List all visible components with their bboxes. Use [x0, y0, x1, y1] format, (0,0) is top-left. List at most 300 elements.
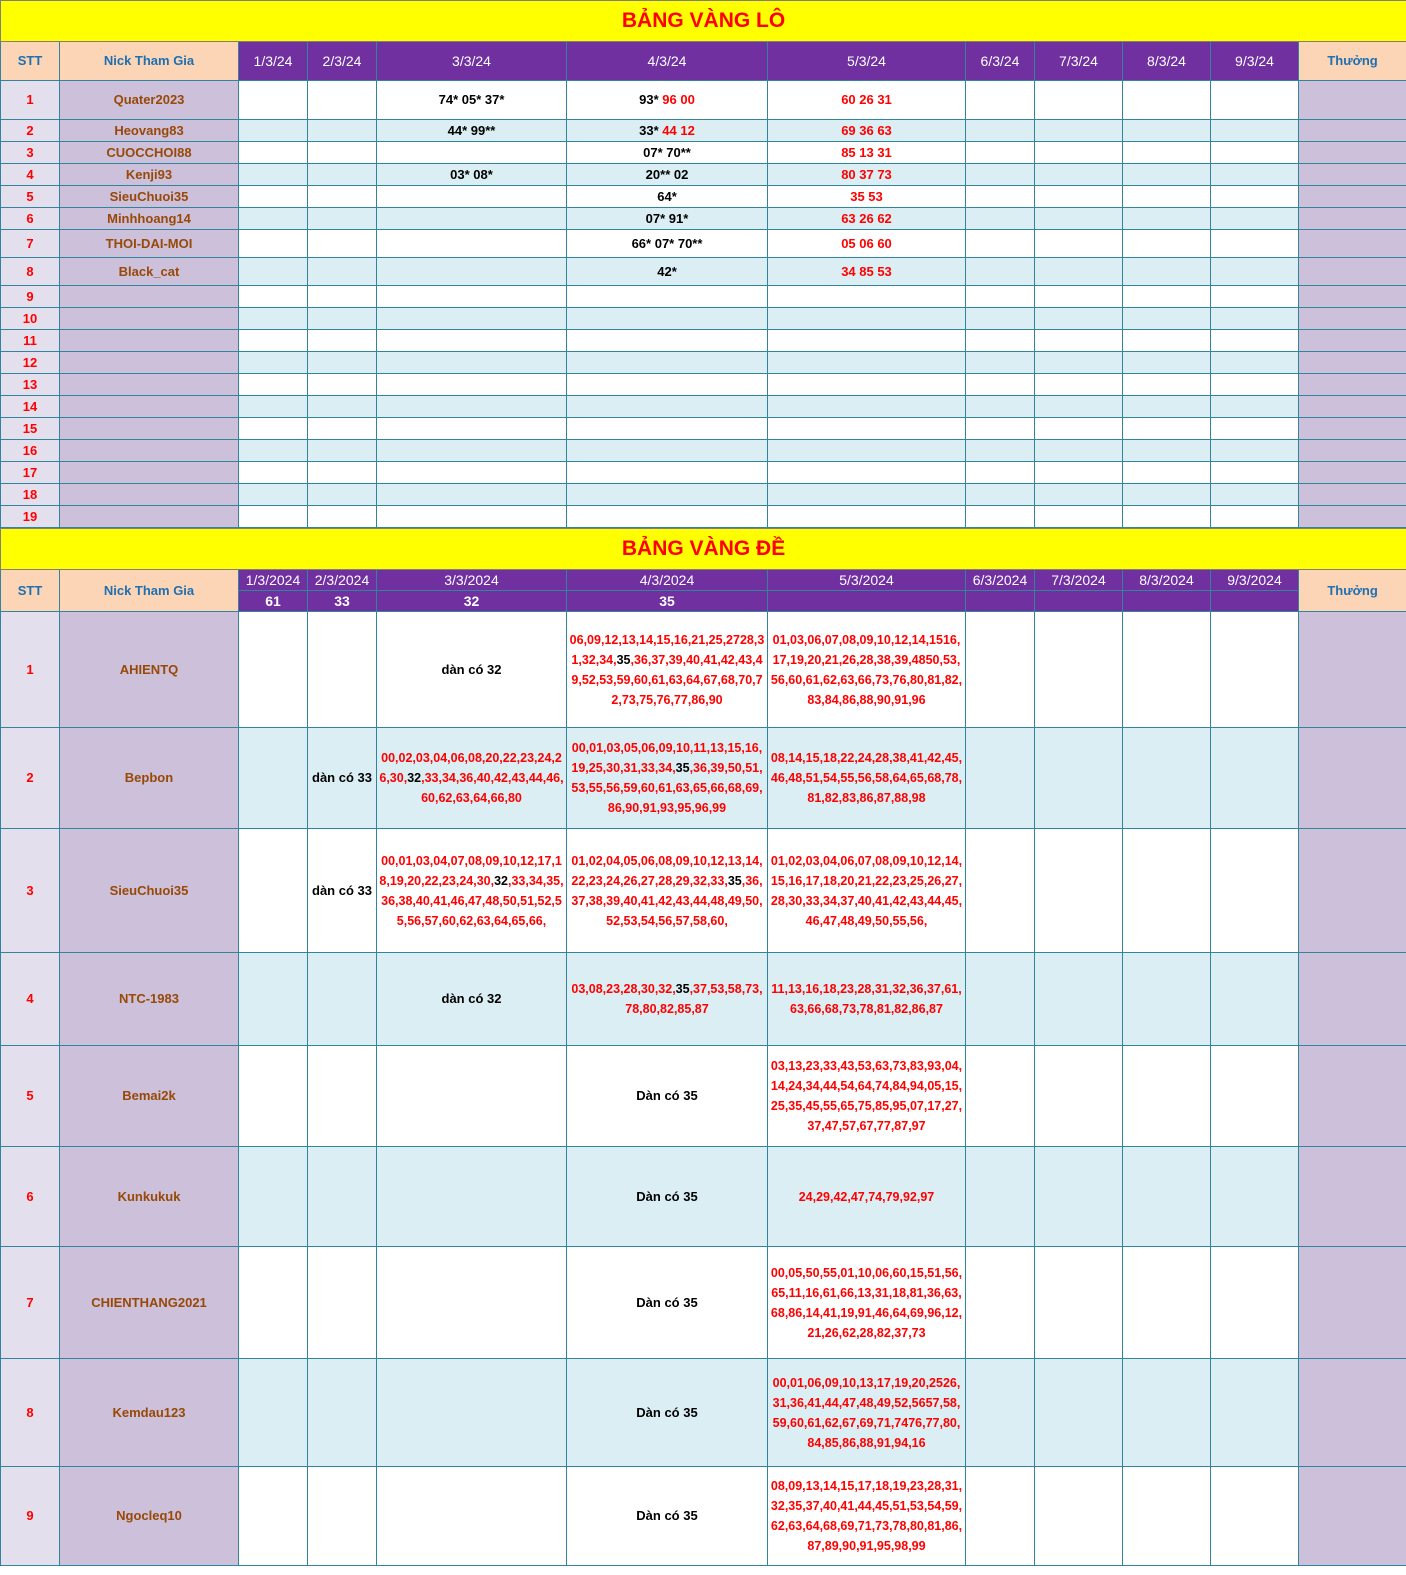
lo-cell-d9: [1211, 330, 1299, 352]
number-segment: 50,51,53,55,56,59,60,61,63,65,: [571, 761, 763, 795]
lo-table-row: [1, 164, 1406, 186]
lo-cell-d2: [308, 286, 377, 308]
lo-cell-d6: [966, 286, 1035, 308]
lo-cell-d4: [567, 462, 768, 484]
lo-cell-d9: [1211, 230, 1299, 258]
de-header-date: 4/3/2024: [567, 570, 768, 591]
de-cell-d2: dàn có 33: [308, 829, 377, 953]
lo-cell-d1: [239, 258, 308, 286]
de-header-bonus: Thưởng: [1299, 570, 1406, 612]
matched-number: 32: [494, 873, 508, 888]
lo-table-row: [1, 374, 1406, 396]
number-segment: 04,14,24,34,44,54,64,74,84,94,: [770, 1059, 963, 1093]
lo-header-date: 2/3/24: [308, 42, 377, 81]
lo-cell-d3: [377, 352, 567, 374]
number-segment: 24,29,42,47,74,79,92,97: [798, 1189, 935, 1204]
de-cell-d1: [239, 1046, 308, 1147]
de-cell-d4: Dàn có 35: [567, 1147, 768, 1247]
number-segment: 43,44,45,46,47,48,49,50,55,56,: [805, 893, 963, 928]
lo-cell-d6: [966, 330, 1035, 352]
de-cell-d5: [768, 1147, 966, 1247]
row-stt: 10: [1, 308, 60, 330]
lo-cell-d9: [1211, 352, 1299, 374]
de-cell-d2: [308, 1359, 377, 1467]
lo-cell-d3: [377, 484, 567, 506]
number-segment: ,36,39,: [689, 761, 728, 775]
de-cell-d5: [768, 1247, 966, 1359]
de-cell-d3: dàn có 32: [377, 953, 567, 1046]
row-nick: AHIENTQ: [60, 612, 239, 728]
de-result: 61: [239, 591, 308, 612]
row-nick: Kunkukuk: [60, 1147, 239, 1247]
lo-header-date: 7/3/24: [1035, 42, 1123, 81]
de-result: [966, 591, 1035, 612]
row-bonus: [1299, 418, 1406, 440]
row-stt: 12: [1, 352, 60, 374]
row-stt: 7: [1, 230, 60, 258]
row-stt: 6: [1, 208, 60, 230]
lo-cell-d4: [567, 81, 768, 120]
lo-cell-d7: [1035, 484, 1123, 506]
lo-title: BẢNG VÀNG LÔ: [1, 1, 1406, 42]
de-cell-d2: [308, 1247, 377, 1359]
lo-cell-d5: [768, 396, 966, 418]
lo-cell-d9: [1211, 374, 1299, 396]
de-cell-d6: [966, 829, 1035, 953]
lo-table-row: [1, 120, 1406, 142]
lo-cell-d9: [1211, 120, 1299, 142]
row-stt: 8: [1, 1359, 60, 1467]
number-segment: 36,63,68,86,14,41,19,91,46,64,: [770, 1285, 962, 1320]
number-segment: 76,77,80,84,85,86,88,91,94,16: [807, 1415, 961, 1450]
de-cell-d3: [377, 1147, 567, 1247]
lo-cell-d2: [308, 164, 377, 186]
row-bonus: [1299, 1467, 1406, 1566]
lo-cell-d1: [239, 286, 308, 308]
number-segment: 14,15,16,17,18,20,21,22,23,25,: [770, 853, 963, 888]
de-cell-d1: [239, 1359, 308, 1467]
row-bonus: [1299, 374, 1406, 396]
row-bonus: [1299, 1046, 1406, 1147]
number-segment: ,78,80,82,85,87: [625, 982, 763, 1016]
lo-cell-d4: [567, 142, 768, 164]
row-nick: [60, 418, 239, 440]
row-bonus: [1299, 308, 1406, 330]
lo-cell-d5: 69 36 63: [768, 120, 966, 142]
de-table-row: [1, 612, 1406, 728]
number-segment: 80,81,82,83,84,86,88,90,91,96: [807, 672, 963, 707]
number-segment: 00,01,03,04,07,08,09,10,12,17,: [381, 853, 555, 868]
row-stt: 3: [1, 829, 60, 953]
row-bonus: [1299, 258, 1406, 286]
row-bonus: [1299, 164, 1406, 186]
lo-cell-d6: [966, 484, 1035, 506]
lo-cell-d6: [966, 506, 1035, 528]
lo-cell-d7: [1035, 208, 1123, 230]
lo-cell-d8: [1123, 506, 1211, 528]
row-stt: 11: [1, 330, 60, 352]
row-bonus: [1299, 953, 1406, 1046]
de-cell-d8: [1123, 1247, 1211, 1359]
number-segment: 57,58,59,60,61,62,67,69,71,74: [772, 1395, 961, 1430]
number-segment: 50,53,56,60,61,62,63,66,73,76,: [770, 652, 961, 687]
lo-cell-d5: 34 85 53: [768, 258, 966, 286]
row-nick: [60, 330, 239, 352]
lo-cell-d9: [1211, 418, 1299, 440]
lo-cell-d5: [768, 506, 966, 528]
lo-cell-d1: [239, 440, 308, 462]
lo-cell-d9: [1211, 308, 1299, 330]
number-segment: 52,55,56,57,60,62,63,64,65,66,: [396, 893, 562, 928]
number-segment: 68,78,81,82,83,86,87,88,98: [807, 771, 963, 805]
lo-cell-d8: [1123, 120, 1211, 142]
row-stt: 19: [1, 506, 60, 528]
lo-cell-d6: [966, 396, 1035, 418]
number-segment: 16,17,19,20,21,26,28,38,39,48: [772, 632, 961, 667]
lo-cell-d6: [966, 142, 1035, 164]
de-cell-d2: [308, 953, 377, 1046]
row-stt: 14: [1, 396, 60, 418]
lo-cell-d3: [377, 418, 567, 440]
de-cell-d2: [308, 1147, 377, 1247]
lo-header-date: 8/3/24: [1123, 42, 1211, 81]
row-nick: [60, 462, 239, 484]
de-header-nick: Nick Tham Gia: [60, 570, 239, 612]
de-cell-d6: [966, 953, 1035, 1046]
lo-cell-d1: [239, 462, 308, 484]
number-segment: 03,13,23,33,43,53,63,73,83,93,: [770, 1059, 945, 1073]
lo-cell-d6: [966, 462, 1035, 484]
lo-cell-d3: [377, 440, 567, 462]
number-segment: ,36,37,38,39,40,41,42,43,44,: [571, 873, 763, 908]
lo-cell-d5: [768, 374, 966, 396]
de-cell-d6: [966, 1147, 1035, 1247]
de-cell-d5: [768, 1467, 966, 1566]
de-cell-d1: [239, 829, 308, 953]
lo-cell-d3: [377, 308, 567, 330]
matched-number: 32: [407, 771, 422, 785]
row-bonus: [1299, 120, 1406, 142]
lo-cell-d7: [1035, 230, 1123, 258]
de-cell-d2: [308, 612, 377, 728]
lo-cell-d7: [1035, 142, 1123, 164]
number-segment: 80,81,86,87,89,90,91,95,98,99: [807, 1519, 963, 1553]
number-segment: 45,46,48,51,54,55,56,58,64,65,: [770, 751, 963, 785]
number-segment: 66,68,69,86,90,91,93,95,96,99: [607, 781, 763, 815]
lo-table-row: [1, 208, 1406, 230]
number-segment: ,63,66,68,73,78,81,82,86,87: [790, 982, 962, 1016]
lo-cell-d9: [1211, 462, 1299, 484]
lo-cell-d3: [377, 142, 567, 164]
lo-cell-d2: [308, 418, 377, 440]
lo-table-row: [1, 308, 1406, 330]
lo-cell-d1: [239, 208, 308, 230]
de-table-row: [1, 1467, 1406, 1566]
number-segment: 08,09,13,14,15,17,18,19,23,28,: [770, 1479, 945, 1493]
lo-table-row: [1, 81, 1406, 120]
number-segment: 69,96,12,21,26,62,28,82,37,73: [807, 1305, 963, 1340]
lo-cell-d4: [567, 186, 768, 208]
lo-cell-d3: [377, 258, 567, 286]
de-cell-d9: [1211, 829, 1299, 953]
matched-number: 35: [675, 761, 690, 775]
number-segment: 01,03,06,07,08,09,10,12,14,15: [772, 632, 943, 647]
de-title: BẢNG VÀNG ĐỀ: [1, 529, 1406, 570]
row-stt: 4: [1, 164, 60, 186]
row-nick: [60, 308, 239, 330]
lo-table: [0, 0, 1406, 528]
lo-cell-d4: [567, 352, 768, 374]
de-table-row: [1, 1046, 1406, 1147]
lo-header-stt: STT: [1, 42, 60, 81]
de-cell-d7: [1035, 1046, 1123, 1147]
lo-cell-d7: [1035, 396, 1123, 418]
lo-cell-d3: [377, 208, 567, 230]
de-result: [1123, 591, 1211, 612]
row-bonus: [1299, 352, 1406, 374]
number-segment: 03,08,23,28,30,32,: [571, 982, 676, 996]
lo-cell-d7: [1035, 164, 1123, 186]
lo-cell-d3: 03* 08*: [377, 164, 567, 186]
row-bonus: [1299, 330, 1406, 352]
lo-cell-d6: [966, 374, 1035, 396]
lo-table-row: [1, 230, 1406, 258]
lo-cell-d2: [308, 81, 377, 120]
lo-cell-d8: [1123, 258, 1211, 286]
de-table-row: [1, 953, 1406, 1046]
de-header-date: 8/3/2024: [1123, 570, 1211, 591]
lo-cell-d6: [966, 208, 1035, 230]
lo-cell-d5: [768, 440, 966, 462]
row-nick: [60, 506, 239, 528]
lo-table-row: [1, 440, 1406, 462]
lo-cell-d8: [1123, 462, 1211, 484]
lo-header-nick: Nick Tham Gia: [60, 42, 239, 81]
lo-cell-d1: [239, 230, 308, 258]
lo-cell-d4: [567, 258, 768, 286]
de-cell-d1: [239, 953, 308, 1046]
lo-cell-d9: [1211, 484, 1299, 506]
de-cell-d6: [966, 1359, 1035, 1467]
number-segment: 26,27,28,30,33,34,37,40,41,42,: [770, 873, 963, 908]
lo-cell-d4: [567, 164, 768, 186]
row-nick: Quater2023: [60, 81, 239, 120]
lo-cell-d2: [308, 374, 377, 396]
lo-cell-d8: [1123, 286, 1211, 308]
de-header-date: 6/3/2024: [966, 570, 1035, 591]
lo-cell-d7: [1035, 418, 1123, 440]
de-header-date: 9/3/2024: [1211, 570, 1299, 591]
number-segment: 56,65,11,16,61,66,13,31,18,81,: [771, 1265, 963, 1300]
de-cell-d7: [1035, 728, 1123, 829]
row-nick: Bepbon: [60, 728, 239, 829]
row-nick: [60, 396, 239, 418]
lo-cell-d6: [966, 352, 1035, 374]
row-stt: 6: [1, 1147, 60, 1247]
lo-cell-d1: [239, 330, 308, 352]
lo-cell-d4: [567, 374, 768, 396]
lo-header-date: 4/3/24: [567, 42, 768, 81]
lo-cell-d3: [377, 286, 567, 308]
lo-cell-d2: [308, 462, 377, 484]
row-nick: [60, 286, 239, 308]
row-bonus: [1299, 728, 1406, 829]
lo-cell-d7: [1035, 81, 1123, 120]
de-cell-d2: dàn có 33: [308, 728, 377, 829]
number-segment: 26,31,36,41,44,47,48,49,52,56: [772, 1375, 961, 1410]
number-segment: ,36,37,39,40,41,: [630, 652, 721, 667]
de-cell-d9: [1211, 953, 1299, 1046]
lo-cell-d4: [567, 440, 768, 462]
row-nick: SieuChuoi35: [60, 186, 239, 208]
row-bonus: [1299, 506, 1406, 528]
lo-cell-d9: [1211, 506, 1299, 528]
de-cell-d5: [768, 612, 966, 728]
number-segment: 00,05,50,55,01,10,06,60,15,51,: [770, 1265, 945, 1280]
de-cell-d3: dàn có 32: [377, 612, 567, 728]
row-nick: CUOCCHOI88: [60, 142, 239, 164]
lo-header-date: 6/3/24: [966, 42, 1035, 81]
lo-cell-d2: [308, 142, 377, 164]
number-segment: 35,36,38,40,41,46,47,48,50,51,: [381, 873, 564, 908]
number-segment: 42,43,49,52,53,59,60,61,63,64: [571, 652, 763, 687]
row-stt: 7: [1, 1247, 60, 1359]
de-cell-d5: [768, 728, 966, 829]
lo-d4-pick: 07* 70**: [643, 144, 691, 160]
lo-cell-d9: [1211, 81, 1299, 120]
row-bonus: [1299, 396, 1406, 418]
lo-cell-d7: [1035, 120, 1123, 142]
lo-cell-d6: [966, 308, 1035, 330]
de-result: [1035, 591, 1123, 612]
row-nick: THOI-DAI-MOI: [60, 230, 239, 258]
lo-cell-d3: [377, 330, 567, 352]
lo-header-date: 1/3/24: [239, 42, 308, 81]
de-cell-d6: [966, 1467, 1035, 1566]
lo-cell-d7: [1035, 462, 1123, 484]
lo-cell-d1: [239, 484, 308, 506]
de-cell-d5: [768, 829, 966, 953]
row-stt: 13: [1, 374, 60, 396]
row-bonus: [1299, 612, 1406, 728]
lo-cell-d1: [239, 396, 308, 418]
number-segment: 14,22,23,24,26,27,28,29,32,33,: [571, 853, 763, 888]
row-bonus: [1299, 484, 1406, 506]
de-cell-d5: [768, 1359, 966, 1467]
de-result: 35: [567, 591, 768, 612]
row-stt: 1: [1, 612, 60, 728]
row-bonus: [1299, 142, 1406, 164]
lo-cell-d4: [567, 330, 768, 352]
row-stt: 2: [1, 120, 60, 142]
lo-cell-d1: [239, 352, 308, 374]
de-cell-d9: [1211, 1467, 1299, 1566]
lo-cell-d8: [1123, 142, 1211, 164]
row-nick: [60, 374, 239, 396]
number-segment: 01,02,03,04,06,07,08,09,10,12,: [770, 853, 945, 868]
lo-cell-d3: [377, 374, 567, 396]
row-nick: Black_cat: [60, 258, 239, 286]
lo-cell-d2: [308, 506, 377, 528]
number-segment: 05,15,25,35,45,55,65,75,85,95,: [770, 1079, 963, 1113]
number-segment: 01,02,04,05,06,08,09,10,12,13,: [571, 853, 746, 868]
de-cell-d7: [1035, 1467, 1123, 1566]
de-header-date: 7/3/2024: [1035, 570, 1123, 591]
lo-cell-d3: 74* 05* 37*: [377, 81, 567, 120]
lo-cell-d8: [1123, 164, 1211, 186]
de-cell-d9: [1211, 1359, 1299, 1467]
row-stt: 1: [1, 81, 60, 120]
de-header-stt: STT: [1, 570, 60, 612]
lo-cell-d9: [1211, 440, 1299, 462]
lo-cell-d8: [1123, 186, 1211, 208]
de-cell-d7: [1035, 1147, 1123, 1247]
lo-cell-d1: [239, 418, 308, 440]
lo-cell-d8: [1123, 81, 1211, 120]
lo-cell-d2: [308, 208, 377, 230]
lo-cell-d7: [1035, 374, 1123, 396]
de-cell-d9: [1211, 1147, 1299, 1247]
lo-table-row: [1, 286, 1406, 308]
de-cell-d9: [1211, 612, 1299, 728]
number-segment: 08,14,15,18,22,24,28,38,41,42,: [770, 751, 945, 765]
lo-cell-d1: [239, 374, 308, 396]
de-result: [1211, 591, 1299, 612]
row-stt: 16: [1, 440, 60, 462]
row-nick: Minhhoang14: [60, 208, 239, 230]
de-cell-d3: [377, 1359, 567, 1467]
de-table-row: [1, 1147, 1406, 1247]
number-segment: 26,30,: [379, 751, 562, 785]
lo-cell-d2: [308, 396, 377, 418]
de-cell-d3: [377, 1046, 567, 1147]
lo-cell-d9: [1211, 286, 1299, 308]
de-cell-d8: [1123, 1046, 1211, 1147]
lo-header-bonus: Thưởng: [1299, 42, 1406, 81]
lo-cell-d6: [966, 230, 1035, 258]
number-segment: ,33,34,36,40,42,43,44,: [421, 771, 547, 785]
lo-cell-d3: [377, 462, 567, 484]
row-nick: NTC-1983: [60, 953, 239, 1046]
de-cell-d3: [377, 829, 567, 953]
row-bonus: [1299, 81, 1406, 120]
row-stt: 3: [1, 142, 60, 164]
lo-cell-d5: [768, 352, 966, 374]
lo-d4-extra: 44 12: [662, 122, 695, 138]
de-cell-d6: [966, 1046, 1035, 1147]
de-cell-d8: [1123, 953, 1211, 1046]
row-stt: 5: [1, 1046, 60, 1147]
de-result: [768, 591, 966, 612]
lo-d4-pick: 66* 07* 70**: [631, 235, 703, 251]
lo-cell-d7: [1035, 352, 1123, 374]
lo-cell-d8: [1123, 330, 1211, 352]
lo-cell-d3: [377, 186, 567, 208]
de-cell-d6: [966, 612, 1035, 728]
lo-header-date: 5/3/24: [768, 42, 966, 81]
lo-cell-d2: [308, 484, 377, 506]
row-bonus: [1299, 230, 1406, 258]
de-cell-d4: Dàn có 35: [567, 1247, 768, 1359]
lo-cell-d9: [1211, 208, 1299, 230]
lo-table-row: [1, 186, 1406, 208]
number-segment: ,67,68,70,72,73,75,76,77,86,90: [611, 672, 763, 707]
de-cell-d4: [567, 829, 768, 953]
row-stt: 17: [1, 462, 60, 484]
lo-cell-d5: [768, 484, 966, 506]
row-nick: CHIENTHANG2021: [60, 1247, 239, 1359]
number-segment: 06,09,12,13,14,15,16,21,25,27: [569, 632, 740, 647]
